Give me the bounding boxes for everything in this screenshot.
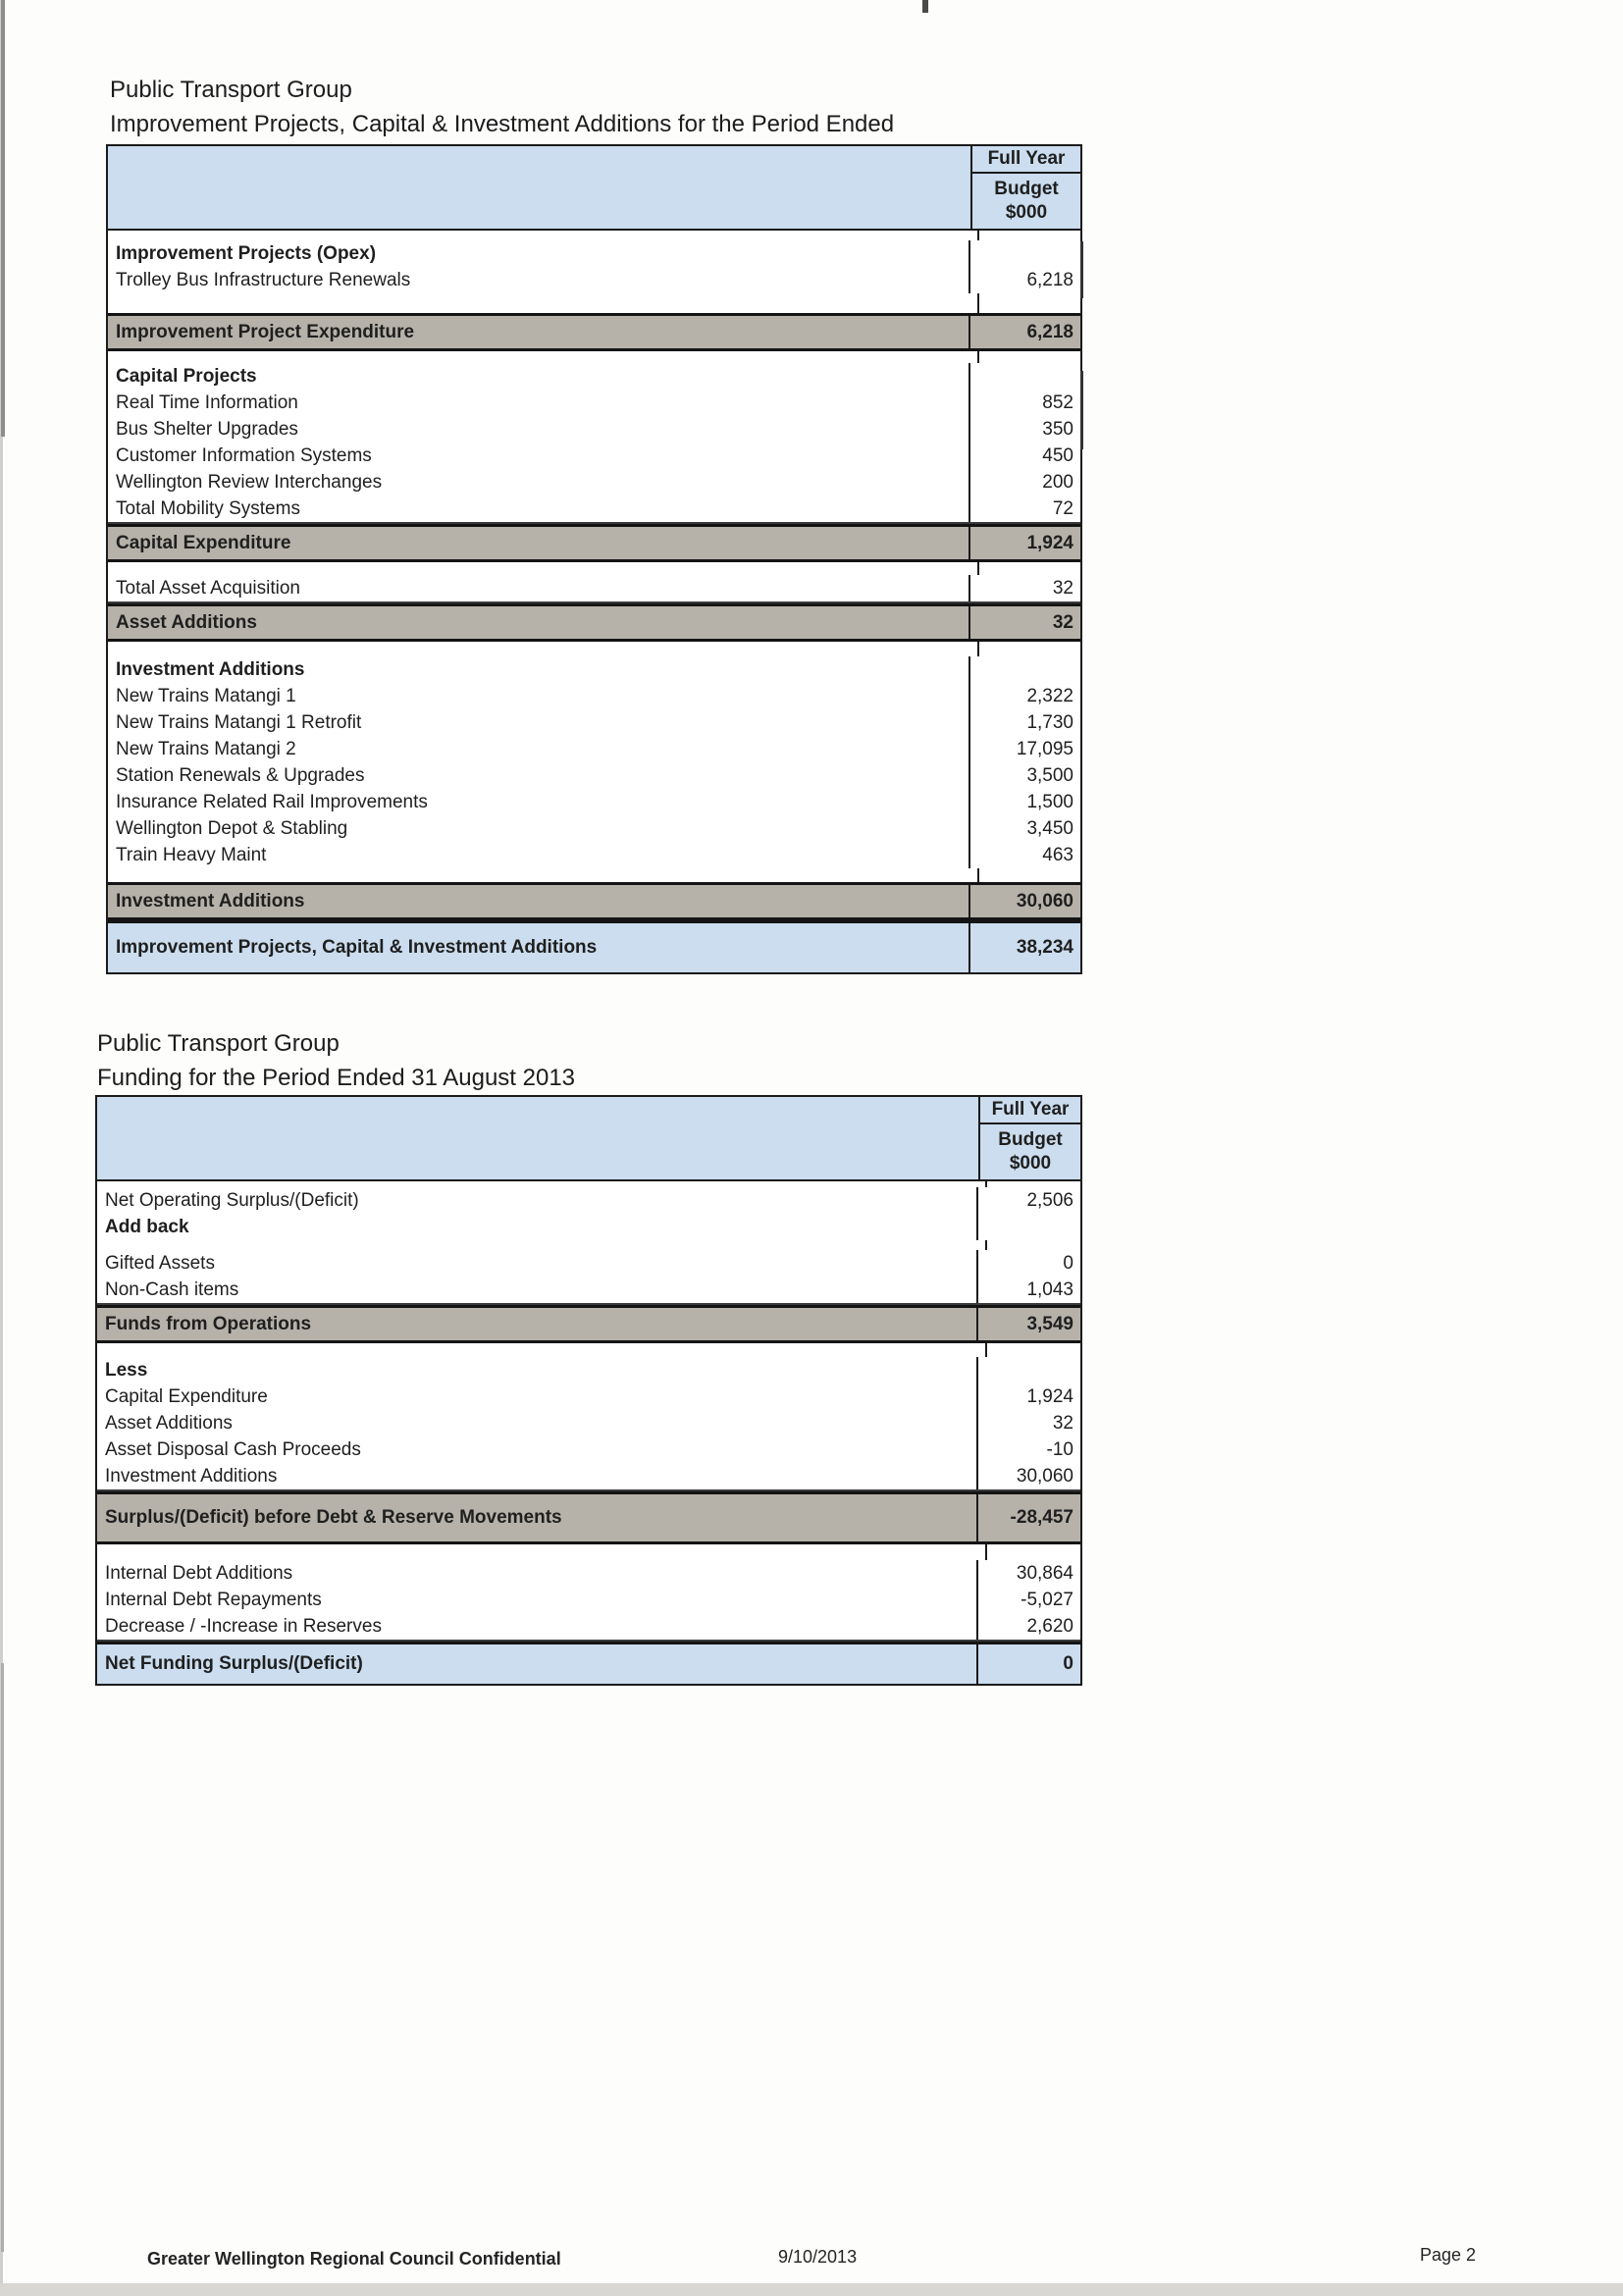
table-row xyxy=(108,920,1080,972)
row-spacer xyxy=(97,1544,1080,1560)
row-label: Asset Additions xyxy=(105,1413,233,1434)
row-value: 852 xyxy=(969,390,1080,416)
table-row xyxy=(108,267,1080,293)
row-label: Wellington Depot & Stabling xyxy=(116,818,348,839)
row-label: Improvement Project Expenditure xyxy=(116,321,415,342)
scan-right-border-mark-1 xyxy=(1080,241,1083,298)
row-value: 200 xyxy=(969,469,1080,496)
row-spacer xyxy=(108,351,1080,363)
row-value xyxy=(976,1357,1080,1383)
row-label: Capital Expenditure xyxy=(116,532,291,553)
row-label: Add back xyxy=(105,1217,189,1237)
table-row xyxy=(108,240,1080,267)
row-value xyxy=(977,868,1080,882)
row-value: 30,060 xyxy=(969,885,1080,917)
row-value: 3,500 xyxy=(969,762,1080,789)
row-label: New Trains Matangi 1 xyxy=(116,686,296,706)
table-row xyxy=(108,496,1080,524)
row-spacer xyxy=(108,231,1080,240)
improvement-projects-table xyxy=(106,144,1082,974)
row-label xyxy=(97,1544,985,1560)
table-row xyxy=(108,524,1080,562)
row-value: 2,322 xyxy=(969,683,1080,709)
table-row xyxy=(97,1613,1080,1642)
row-value: 1,043 xyxy=(976,1277,1080,1303)
row-label: Internal Debt Additions xyxy=(105,1563,293,1584)
table-row xyxy=(108,815,1080,842)
row-label: Station Renewals & Upgrades xyxy=(116,765,365,786)
table-header xyxy=(108,146,1080,231)
row-label: Capital Projects xyxy=(116,366,257,387)
row-value: 2,620 xyxy=(976,1613,1080,1640)
row-label: Total Mobility Systems xyxy=(116,498,300,519)
row-label: Capital Expenditure xyxy=(105,1386,268,1407)
table-row xyxy=(97,1357,1080,1383)
table-row xyxy=(97,1491,1080,1544)
row-value: -28,457 xyxy=(976,1494,1080,1541)
row-spacer xyxy=(97,1240,1080,1250)
row-spacer xyxy=(108,642,1080,656)
row-value xyxy=(977,562,1080,575)
row-label: Trolley Bus Infrastructure Renewals xyxy=(116,270,411,290)
row-label: Net Funding Surplus/(Deficit) xyxy=(105,1653,363,1674)
table-row xyxy=(97,1436,1080,1463)
row-label: Investment Additions xyxy=(105,1466,278,1487)
row-label: Asset Disposal Cash Proceeds xyxy=(105,1439,361,1460)
table-row xyxy=(108,789,1080,815)
header-budget-line2: $000 xyxy=(1009,1153,1052,1174)
header-budget-line1: Budget xyxy=(998,1129,1063,1150)
row-label: Investment Additions xyxy=(116,890,305,912)
row-value: 38,234 xyxy=(969,923,1080,972)
row-label xyxy=(108,351,977,363)
row-label: Investment Additions xyxy=(116,659,305,680)
table2-title-line2: Funding for the Period Ended 31 August 2013 xyxy=(97,1065,576,1091)
footer-date: 9/10/2013 xyxy=(778,2247,858,2267)
row-label: Train Heavy Maint xyxy=(116,845,267,865)
table-row xyxy=(97,1214,1080,1240)
header-budget-column xyxy=(978,1097,1080,1179)
row-label: New Trains Matangi 2 xyxy=(116,739,296,759)
row-label: New Trains Matangi 1 Retrofit xyxy=(116,712,362,733)
row-label: Decrease / -Increase in Reserves xyxy=(105,1616,382,1637)
row-value xyxy=(969,240,1080,267)
table-row xyxy=(108,443,1080,469)
row-value: 463 xyxy=(969,842,1080,868)
row-value: 450 xyxy=(969,443,1080,469)
row-label: Surplus/(Deficit) before Debt & Reserve Movements xyxy=(105,1507,562,1528)
row-value: 1,730 xyxy=(969,709,1080,736)
table-row xyxy=(108,416,1080,443)
scan-top-tick xyxy=(922,0,928,13)
row-value: -5,027 xyxy=(976,1587,1080,1613)
table-row xyxy=(97,1587,1080,1613)
row-label: Non-Cash items xyxy=(105,1279,239,1300)
row-value: 30,864 xyxy=(976,1560,1080,1587)
row-label: Funds from Operations xyxy=(105,1313,312,1334)
row-value: 3,450 xyxy=(969,815,1080,842)
row-label: Real Time Information xyxy=(116,392,298,413)
row-value: 32 xyxy=(969,575,1080,601)
row-value xyxy=(969,363,1080,390)
row-value xyxy=(977,293,1080,313)
footer-page-number: Page 2 xyxy=(1420,2245,1477,2265)
table-row xyxy=(108,469,1080,496)
table1-title xyxy=(110,73,894,141)
row-label: Net Operating Surplus/(Deficit) xyxy=(105,1190,359,1211)
scan-edge-mark-top xyxy=(1,0,5,437)
table-row xyxy=(97,1560,1080,1587)
header-budget-label xyxy=(978,1124,1080,1179)
row-value: 1,500 xyxy=(969,789,1080,815)
row-label: Internal Debt Repayments xyxy=(105,1590,322,1610)
table-row xyxy=(108,736,1080,762)
row-spacer xyxy=(108,562,1080,575)
header-budget-line2: $000 xyxy=(1005,202,1048,223)
row-label: Improvement Projects, Capital & Investment Additions xyxy=(116,937,598,958)
row-value xyxy=(977,642,1080,656)
table-row xyxy=(108,603,1080,642)
row-value xyxy=(977,351,1080,363)
row-value: 32 xyxy=(969,606,1080,639)
row-label xyxy=(108,562,977,575)
row-value xyxy=(985,1240,1080,1250)
row-label xyxy=(108,231,977,240)
scan-edge-mark-bottom xyxy=(1,1663,4,2252)
row-label xyxy=(97,1240,985,1250)
row-value xyxy=(985,1544,1080,1560)
row-label: Improvement Projects (Opex) xyxy=(116,243,377,264)
row-label: Gifted Assets xyxy=(105,1253,215,1274)
row-value: 32 xyxy=(976,1410,1080,1436)
row-value: 0 xyxy=(976,1250,1080,1277)
table-row xyxy=(97,1305,1080,1343)
header-full-year-label: Full Year xyxy=(970,146,1080,174)
row-value: -10 xyxy=(976,1436,1080,1463)
table-row xyxy=(108,575,1080,603)
table-row xyxy=(97,1410,1080,1436)
row-spacer xyxy=(108,868,1080,882)
row-label xyxy=(108,642,977,656)
funding-table xyxy=(95,1095,1082,1686)
table-row xyxy=(108,683,1080,709)
header-empty-cell xyxy=(97,1097,978,1179)
table-row xyxy=(97,1463,1080,1491)
row-value: 2,506 xyxy=(976,1187,1080,1214)
row-value: 30,060 xyxy=(976,1463,1080,1489)
header-budget-label xyxy=(970,174,1080,229)
row-value xyxy=(977,231,1080,240)
row-value xyxy=(969,656,1080,683)
header-budget-column xyxy=(970,146,1080,229)
row-label xyxy=(108,293,977,313)
row-value: 350 xyxy=(969,416,1080,443)
table-row xyxy=(108,363,1080,390)
table-row xyxy=(108,656,1080,683)
table-rows xyxy=(97,1181,1080,1684)
row-value: 6,218 xyxy=(969,316,1080,348)
table-header xyxy=(97,1097,1080,1181)
table-row xyxy=(108,882,1080,920)
table-rows xyxy=(108,231,1080,972)
table2-title-line1: Public Transport Group xyxy=(97,1030,340,1057)
header-budget-line1: Budget xyxy=(994,179,1059,199)
row-spacer xyxy=(97,1343,1080,1357)
row-value xyxy=(976,1214,1080,1240)
table-row xyxy=(108,762,1080,789)
row-label: Total Asset Acquisition xyxy=(116,578,300,599)
row-value: 1,924 xyxy=(969,527,1080,559)
row-spacer xyxy=(108,293,1080,313)
header-full-year-label: Full Year xyxy=(978,1097,1080,1124)
row-value: 6,218 xyxy=(969,267,1080,293)
table-row xyxy=(97,1250,1080,1277)
row-value: 3,549 xyxy=(976,1308,1080,1340)
table-row xyxy=(108,842,1080,868)
row-label: Customer Information Systems xyxy=(116,445,372,466)
row-label: Wellington Review Interchanges xyxy=(116,472,383,493)
table1-title-line1: Public Transport Group xyxy=(110,77,352,103)
row-value xyxy=(985,1343,1080,1357)
header-empty-cell xyxy=(108,146,970,229)
row-value: 0 xyxy=(976,1644,1080,1684)
table1-title-line2: Improvement Projects, Capital & Investment Additions for the Period Ended xyxy=(110,111,895,137)
row-label: Insurance Related Rail Improvements xyxy=(116,792,428,812)
row-value: 72 xyxy=(969,496,1080,522)
row-label xyxy=(108,868,977,882)
scan-bottom-band xyxy=(0,2283,1623,2296)
table-row xyxy=(108,390,1080,416)
table-row xyxy=(97,1187,1080,1214)
table-row xyxy=(108,709,1080,736)
row-value: 17,095 xyxy=(969,736,1080,762)
footer-confidential-label: Greater Wellington Regional Council Confidential xyxy=(147,2249,561,2269)
table-row xyxy=(97,1277,1080,1305)
table-row xyxy=(108,313,1080,351)
table2-title xyxy=(97,1026,575,1095)
row-label: Less xyxy=(105,1360,148,1381)
table-row xyxy=(97,1642,1080,1684)
scan-right-border-mark-2 xyxy=(1080,371,1083,449)
table-row xyxy=(97,1383,1080,1410)
row-label: Asset Additions xyxy=(116,611,257,633)
row-label: Bus Shelter Upgrades xyxy=(116,419,298,440)
row-label xyxy=(97,1343,985,1357)
row-value: 1,924 xyxy=(976,1383,1080,1410)
